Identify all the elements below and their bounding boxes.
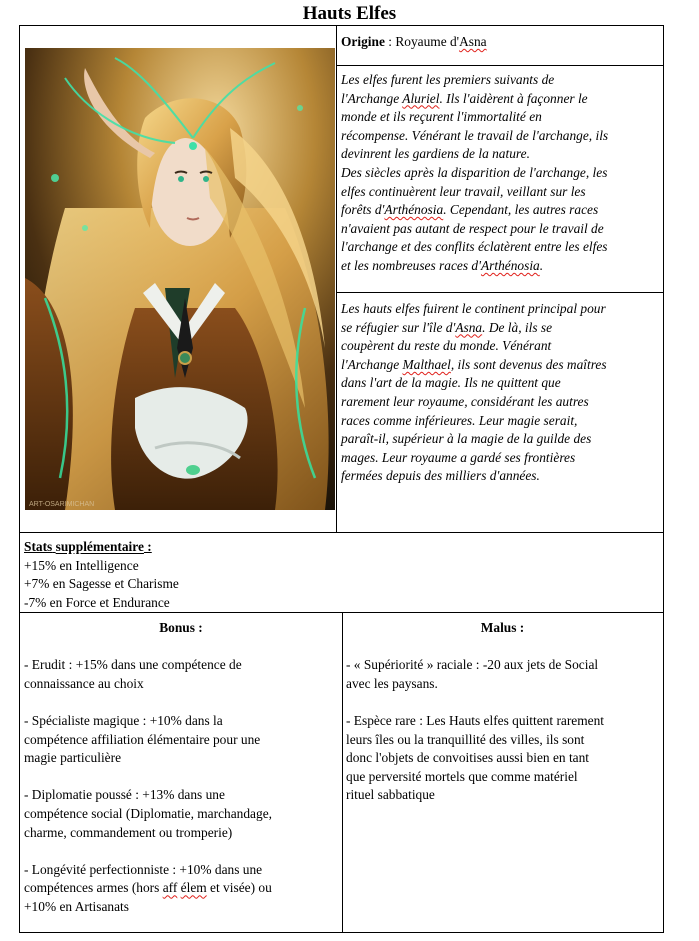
lore2-line: mages. Leur royaume a gardé ses frontières [341, 449, 576, 465]
divider-stats-top [19, 532, 664, 533]
origin-name: Asna [459, 34, 487, 49]
stat-item: -7% en Force et Endurance [24, 594, 170, 610]
lore2-line: l'Archange Malthael, ils sont devenus des maîtres [341, 356, 607, 372]
malus-line: que perversité mortels que comme matériel [346, 768, 578, 784]
table-border-right [663, 25, 664, 933]
origin-separator: : [384, 34, 396, 49]
divider-image-text [336, 25, 337, 532]
malus-line: avec les paysans. [346, 675, 438, 691]
portrait-signature: ART-OSARIMICHAN [29, 501, 95, 508]
lore1-line: n'avaient pas autant de respect pour le travail de [341, 220, 604, 236]
lore1-line: Les elfes furent les premiers suivants de [341, 72, 555, 87]
lore2-line: rarement leur royaume, considérant les autres [341, 393, 589, 409]
lore2-line: fermées depuis des milliers d'années. [341, 468, 540, 484]
bonus-line: compétence social (Diplomatie, marchandage, [24, 805, 272, 821]
bonus-line: magie particulière [24, 750, 122, 766]
lore1-line: devinrent les gardiens de la nature. [341, 146, 530, 162]
divider-bonus-malus [342, 612, 343, 933]
lore1-line: récompense. Vénérant le travail de l'archange, ils [341, 127, 609, 143]
lore2-line: coupèrent du reste du monde. Vénérant [341, 338, 552, 354]
bonus-line: connaissance au choix [24, 675, 144, 691]
lore2-line: paraît-il, supérieur à la magie de la guilde des [341, 431, 592, 447]
stat-item: +7% en Sagesse et Charisme [24, 576, 179, 592]
stats-cell [24, 538, 654, 612]
lore1-line: l'Archange Aluriel. Ils l'aidèrent à façonner le [341, 90, 588, 106]
origin-cell [341, 33, 659, 52]
malus-line: - « Supériorité » raciale : -20 aux jets de Social [346, 657, 599, 673]
bonus-line: compétences armes (hors aff élem et visée) ou [24, 880, 272, 896]
elf-portrait-image [25, 48, 335, 510]
lore1-line: et les nombreuses races d'Arthénosia. [341, 257, 544, 273]
bonus-heading: Bonus : [159, 620, 203, 635]
lore2-line: races comme inférieures. Leur magie serait, [341, 412, 578, 428]
origin-label: Origine [341, 34, 385, 49]
lore1-line: Des siècles après la disparition de l'archange, les [341, 164, 608, 180]
malus-line: donc l'objets de convoitises aussi bien en tant [346, 750, 590, 766]
stat-item: +15% en Intelligence [24, 557, 139, 573]
bonus-line: +10% en Artisanats [24, 898, 129, 914]
origin-prefix: Royaume d' [395, 34, 460, 49]
lore2-line: se réfugier sur l'île d'Asna. De là, ils se [341, 319, 553, 335]
malus-line: rituel sabbatique [346, 787, 435, 803]
bonus-cell [24, 619, 338, 917]
malus-line: leurs îles ou la tranquillité des villes, ils sont [346, 731, 585, 747]
bonus-line: compétence affiliation élémentaire pour une [24, 731, 261, 747]
divider-lore [336, 292, 664, 293]
malus-heading: Malus : [480, 620, 525, 635]
table-border-top [19, 25, 664, 26]
stats-heading: Stats supplémentaire : [24, 539, 152, 554]
lore1-line: elfes continuèrent leur travail, veillant sur les [341, 183, 586, 199]
bonus-line: - Longévité perfectionniste : +10% dans une [24, 861, 263, 877]
lore2-line: Les hauts elfes fuirent le continent principal pour [341, 301, 606, 316]
bonus-line: charme, commandement ou tromperie) [24, 824, 233, 840]
lore1-line: monde et ils reçurent l'immortalité en [341, 109, 542, 125]
lore-high-elves-text [341, 300, 661, 486]
lore2-line: dans l'art de la magie. Ils ne quittent que [341, 375, 561, 391]
table-border-left [19, 25, 20, 933]
bonus-line: - Erudit : +15% dans une compétence de [24, 657, 242, 673]
lore-history-text [341, 71, 661, 276]
page-title: Hauts Elfes [302, 3, 397, 24]
malus-cell [346, 619, 659, 805]
lore1-line: l'archange et des conflits éclatèrent entre les elfes [341, 239, 608, 255]
divider-origin [336, 65, 664, 66]
malus-line: - Espèce rare : Les Hauts elfes quittent rarement [346, 712, 605, 728]
lore1-line: forêts d'Arthénosia. Cependant, les autres races [341, 202, 599, 218]
bonus-line: - Diplomatie poussé : +13% dans une [24, 787, 225, 803]
bonus-line: - Spécialiste magique : +10% dans la [24, 712, 223, 728]
